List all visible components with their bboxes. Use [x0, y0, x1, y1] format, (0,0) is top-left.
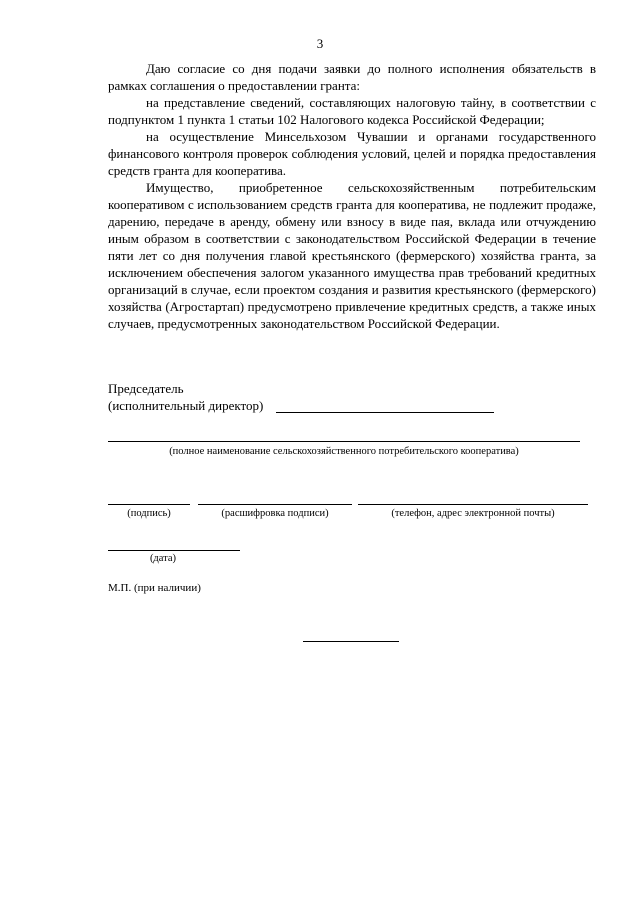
property-paragraph: Имущество, приобретенное сельскохозяйственным потребительским кооперативом с использованием средств гранта для кооператива, не подлежит продаже, дарению, передаче в аренду, обмену или взносу в виде пая, вклада или отчуждению иным образом в соответствии с законодательством Российской Федерации в течение пяти лет со дня получения главой крестьянского (фермерского) хозяйства гранта, за исключением обеспечения залогом указанного имущества прав требований кредитных организаций в случае, если проектом создания и развития крестьянского (фермерского) хозяйства (Агростартап) предусмотрено привлечение кредитных средств, а также иных случаев, предусмотренных законодательством Российской Федерации.	[108, 180, 596, 331]
consent-text	[108, 60, 596, 332]
contact-line	[358, 504, 588, 505]
org-name-line	[108, 441, 580, 442]
decode-line	[198, 504, 352, 505]
org-name-caption: (полное наименование сельскохозяйственного потребительского кооператива)	[169, 446, 519, 457]
date-line	[108, 550, 240, 551]
signatory-title	[108, 380, 263, 414]
consent-paragraph: на осуществление Минсельхозом Чувашии и органами государственного финансового контроля проверок соблюдения условий, целей и порядка предоставления средств гранта для кооператива.	[108, 129, 596, 178]
date-caption: (дата)	[149, 553, 177, 564]
director-label: (исполнительный директор)	[108, 398, 264, 413]
signature-caption: (подпись)	[127, 508, 171, 519]
signature-line	[108, 504, 190, 505]
page-number: 3	[316, 36, 324, 51]
contact-caption: (телефон, адрес электронной почты)	[391, 508, 555, 519]
consent-paragraph: на представление сведений, составляющих налоговую тайну, в соответствии с подпунктом 1 пункта 1 статьи 102 Налогового кодекса Российской Федерации;	[108, 95, 596, 127]
chairman-label: Председатель	[108, 381, 184, 396]
director-name-line	[276, 412, 494, 413]
stamp-label: М.П. (при наличии)	[108, 582, 201, 594]
end-separator-line	[303, 641, 399, 642]
decode-caption: (расшифровка подписи)	[221, 508, 329, 519]
consent-paragraph: Даю согласие со дня подачи заявки до полного исполнения обязательств в рамках соглашения о предоставлении гранта:	[108, 61, 596, 93]
